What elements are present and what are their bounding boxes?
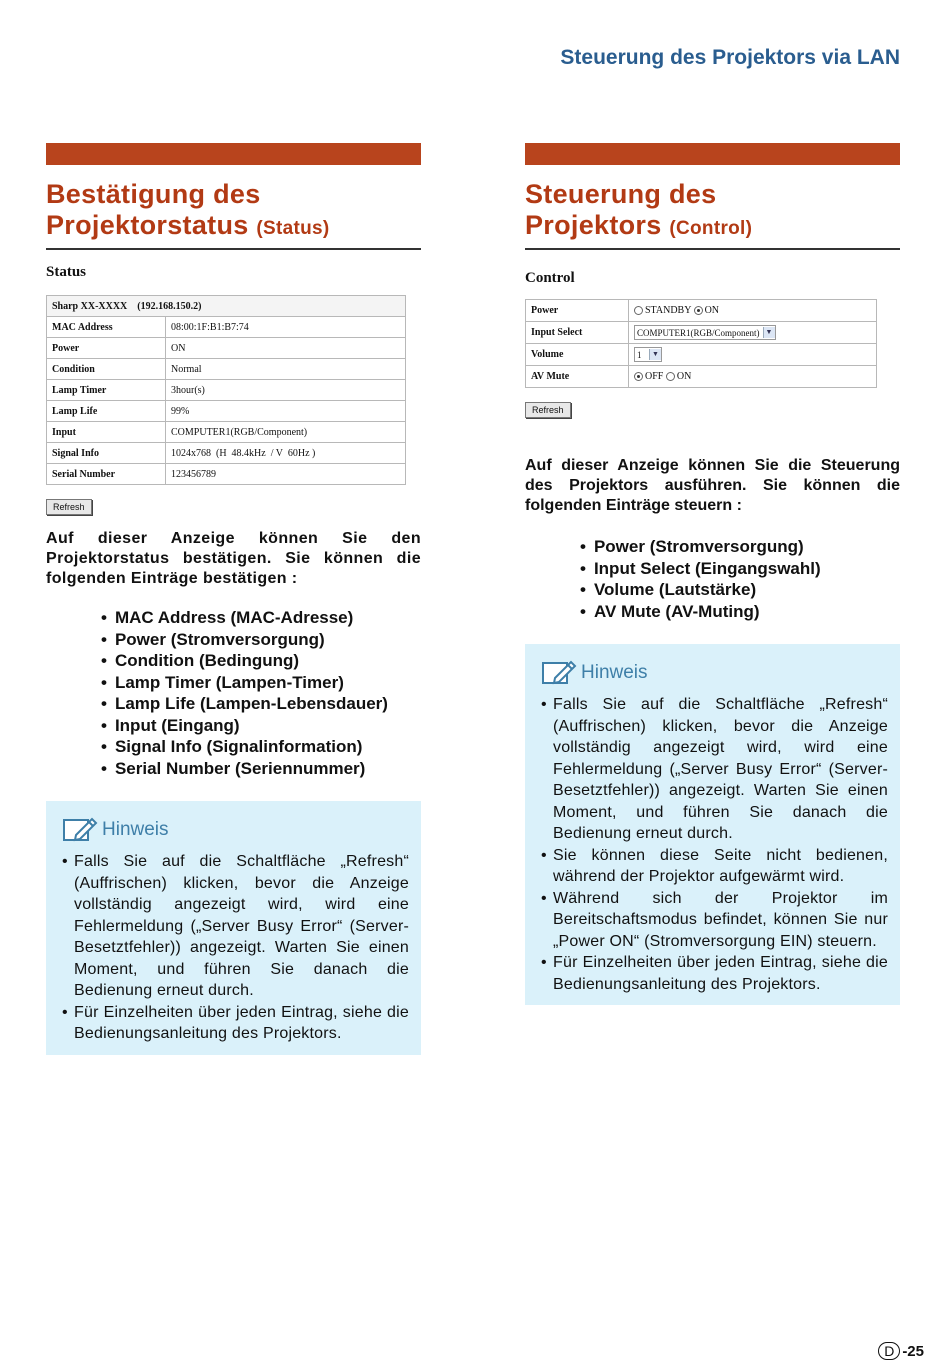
list-item: • Power (Stromversorgung) xyxy=(580,536,900,558)
table-row: Volume 1 ▼ xyxy=(526,344,877,366)
list-item: • Power (Stromversorgung) xyxy=(101,629,421,651)
list-item: • Serial Number (Seriennummer) xyxy=(101,758,421,780)
list-item: • AV Mute (AV-Muting) xyxy=(580,601,900,623)
input-select-dropdown[interactable]: COMPUTER1(RGB/Component) ▼ xyxy=(634,325,776,340)
list-item: • Volume (Lautstärke) xyxy=(580,579,900,601)
control-item-list xyxy=(580,536,900,622)
note-title: Hinweis xyxy=(102,819,169,840)
list-item: • Condition (Bedingung) xyxy=(101,650,421,672)
pencil-note-icon xyxy=(62,815,98,845)
section-divider xyxy=(525,248,900,250)
note-item: • Für Einzelheiten über jeden Eintrag, siehe die Bedienungsanleitung des Projektors. xyxy=(541,952,888,995)
table-row: MAC Address 08:00:1F:B1:B7:74 xyxy=(47,317,406,338)
power-on-radio[interactable] xyxy=(694,306,703,315)
pencil-note-icon xyxy=(541,658,577,688)
section-title-line2: Projektors xyxy=(525,210,662,240)
table-row: Condition Normal xyxy=(47,359,406,380)
page-header-title: Steuerung des Projektors via LAN xyxy=(560,46,900,69)
status-item-list xyxy=(101,607,421,779)
section-title xyxy=(46,179,421,244)
note-box xyxy=(46,801,421,1055)
note-box xyxy=(525,644,900,1005)
table-row: Signal Info 1024x768 (H 48.4kHz / V 60Hz ) xyxy=(47,443,406,464)
section-title-line2: Projektorstatus xyxy=(46,210,249,240)
section-title-line1: Steuerung des xyxy=(525,179,717,209)
section-color-bar xyxy=(525,143,900,165)
language-badge: D xyxy=(878,1342,900,1360)
control-table xyxy=(525,299,877,388)
power-standby-radio[interactable] xyxy=(634,306,643,315)
avmute-off-radio[interactable] xyxy=(634,372,643,381)
note-item: • Für Einzelheiten über jeden Eintrag, siehe die Bedienungsanleitung des Projektors. xyxy=(62,1002,409,1045)
status-table-head: Sharp XX-XXXX (192.168.150.2) xyxy=(47,296,406,317)
table-row: Lamp Timer 3hour(s) xyxy=(47,380,406,401)
table-row: Serial Number 123456789 xyxy=(47,464,406,485)
section-title xyxy=(525,179,900,244)
section-title-sub: (Status) xyxy=(256,218,330,239)
list-item: • Lamp Timer (Lampen-Timer) xyxy=(101,672,421,694)
refresh-button[interactable]: Refresh xyxy=(46,499,92,515)
table-row: AV Mute OFF ON xyxy=(526,366,877,388)
table-row: Power ON xyxy=(47,338,406,359)
section-title-sub: (Control) xyxy=(669,218,753,239)
status-ui-title: Status xyxy=(46,264,87,280)
list-item: • Input Select (Eingangswahl) xyxy=(580,558,900,580)
page-number-text: -25 xyxy=(902,1342,924,1360)
list-item: • MAC Address (MAC-Adresse) xyxy=(101,607,421,629)
status-section xyxy=(46,143,421,1055)
chevron-down-icon: ▼ xyxy=(649,349,661,360)
note-item: • Falls Sie auf die Schaltfläche „Refresh“ (Auffrischen) klicken, bevor die Anzeige vollständig angezeigt wird, wird eine Fehlermeldung („Server Busy Error“ (Server-Besetztfehler)) angezeigt. Warten Sie einen Moment, und führen Sie danach die Bedienung erneut durch. xyxy=(62,851,409,1002)
refresh-button[interactable]: Refresh xyxy=(525,402,571,418)
table-row: Input COMPUTER1(RGB/Component) xyxy=(47,422,406,443)
note-list xyxy=(541,694,888,995)
list-item: • Lamp Life (Lampen-Lebensdauer) xyxy=(101,693,421,715)
note-box-edge xyxy=(525,640,900,648)
section-divider xyxy=(46,248,421,250)
control-section xyxy=(525,143,900,1005)
table-row: Lamp Life 99% xyxy=(47,401,406,422)
section-color-bar xyxy=(46,143,421,165)
control-ui-title: Control xyxy=(525,270,575,286)
intro-text: Auf dieser Anzeige können Sie die Steuerung des Projektors ausführen. Sie können die folgenden Einträge steuern : xyxy=(525,457,900,514)
chevron-down-icon: ▼ xyxy=(763,327,775,338)
volume-dropdown[interactable]: 1 ▼ xyxy=(634,347,662,362)
status-table xyxy=(46,295,406,485)
table-row: Power STANDBY ON xyxy=(526,300,877,322)
note-item: • Während sich der Projektor im Bereitschaftsmodus befindet, können Sie nur „Power ON“ (Stromversorgung EIN) steuern. xyxy=(541,888,888,953)
note-header xyxy=(62,815,409,845)
avmute-on-radio[interactable] xyxy=(666,372,675,381)
note-header xyxy=(541,658,888,688)
note-title: Hinweis xyxy=(581,662,648,683)
intro-text: Auf dieser Anzeige können Sie den Projektorstatus bestätigen. Sie können die folgenden Einträge bestätigen : xyxy=(46,530,421,587)
page-number xyxy=(878,1342,924,1360)
note-item: • Sie können diese Seite nicht bedienen, während der Projektor aufgewärmt wird. xyxy=(541,845,888,888)
table-row: Input Select COMPUTER1(RGB/Component) ▼ xyxy=(526,322,877,344)
note-item: • Falls Sie auf die Schaltfläche „Refresh“ (Auffrischen) klicken, bevor die Anzeige vollständig angezeigt wird, wird eine Fehlermeldung („Server Busy Error“ (Server-Besetztfehler)) angezeigt. Warten Sie einen Moment, und führen Sie danach die Bedienung erneut durch. xyxy=(541,694,888,845)
list-item: • Signal Info (Signalinformation) xyxy=(101,736,421,758)
section-title-line1: Bestätigung des xyxy=(46,179,261,209)
note-list xyxy=(62,851,409,1045)
note-box-edge xyxy=(46,797,421,805)
list-item: • Input (Eingang) xyxy=(101,715,421,737)
